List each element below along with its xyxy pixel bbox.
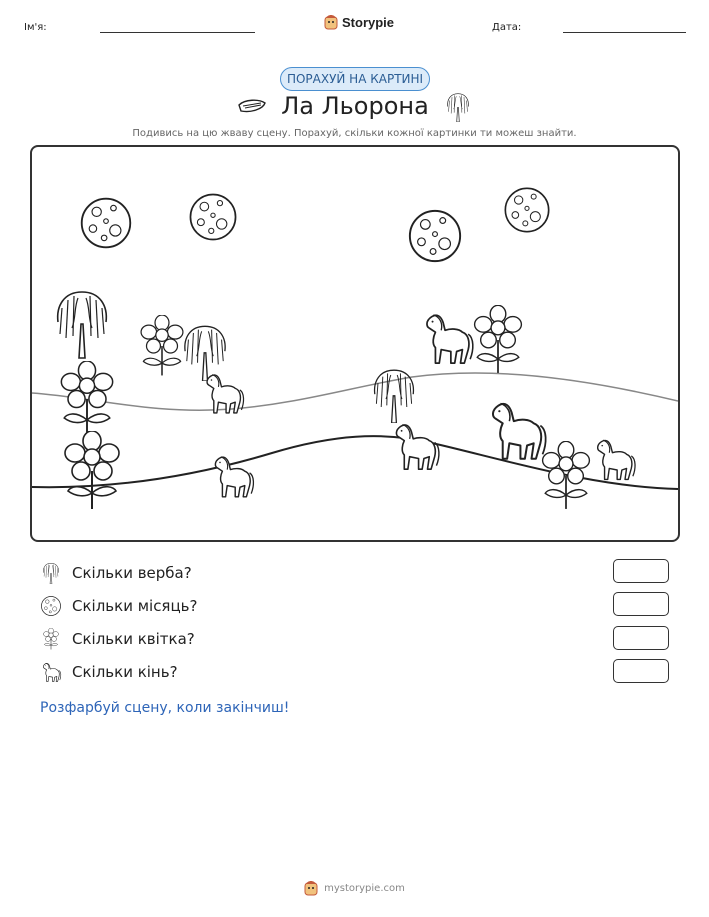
moon-4 (505, 188, 548, 231)
coloring-note: Розфарбуй сцену, коли закінчиш! (40, 700, 290, 716)
name-label: Ім'я: (24, 22, 47, 33)
question-willow (40, 561, 192, 585)
flower-2 (61, 361, 112, 435)
counting-scene (30, 145, 680, 542)
flower-1 (141, 315, 183, 375)
storypie-logo-icon (324, 14, 338, 30)
footer (0, 880, 709, 896)
answer-box-moon[interactable] (613, 592, 669, 616)
date-label: Дата: (492, 22, 522, 33)
question-text: Скільки місяць? (72, 597, 198, 615)
horse-1 (207, 375, 243, 413)
question-moon (40, 594, 197, 618)
moon-1 (82, 199, 131, 248)
answer-box-willow[interactable] (613, 559, 669, 583)
flower-icon (40, 628, 62, 650)
footer-url[interactable]: mystorypie.com (324, 882, 405, 894)
question-text: Скільки кінь? (72, 663, 178, 681)
moon-3 (410, 211, 460, 261)
willow-2 (185, 326, 225, 381)
willow-1 (58, 292, 107, 358)
horse-icon (40, 661, 62, 683)
activity-badge: ПОРАХУЙ НА КАРТИНІ (280, 67, 430, 91)
moon-icon (40, 595, 62, 617)
answer-box-horse[interactable] (613, 659, 669, 683)
willow-icon (40, 562, 62, 584)
brand-name: Storypie (342, 14, 395, 30)
question-flower (40, 627, 195, 651)
page-title: Ла Льорона (281, 92, 429, 120)
date-line[interactable] (563, 32, 686, 33)
scene-drawing (32, 147, 678, 540)
storypie-footer-icon (304, 880, 318, 896)
answer-box-flower[interactable] (613, 626, 669, 650)
flower-4 (475, 305, 522, 373)
moon-2 (190, 194, 235, 239)
willow-title-icon (444, 92, 472, 122)
question-text: Скільки верба? (72, 564, 192, 582)
horse-5 (493, 403, 546, 458)
horse-3 (427, 315, 473, 363)
brand-logo (324, 14, 394, 30)
back-hill-line (32, 373, 678, 410)
instructions: Подивись на цю жваву сцену. Порахуй, скільки кожної картинки ти можеш знайти. (132, 128, 577, 139)
horse-6 (598, 440, 635, 479)
horse-4 (396, 425, 438, 470)
name-line[interactable] (100, 32, 255, 33)
question-text: Скільки квітка? (72, 630, 195, 648)
question-horse (40, 660, 178, 684)
flower-3 (65, 431, 119, 509)
